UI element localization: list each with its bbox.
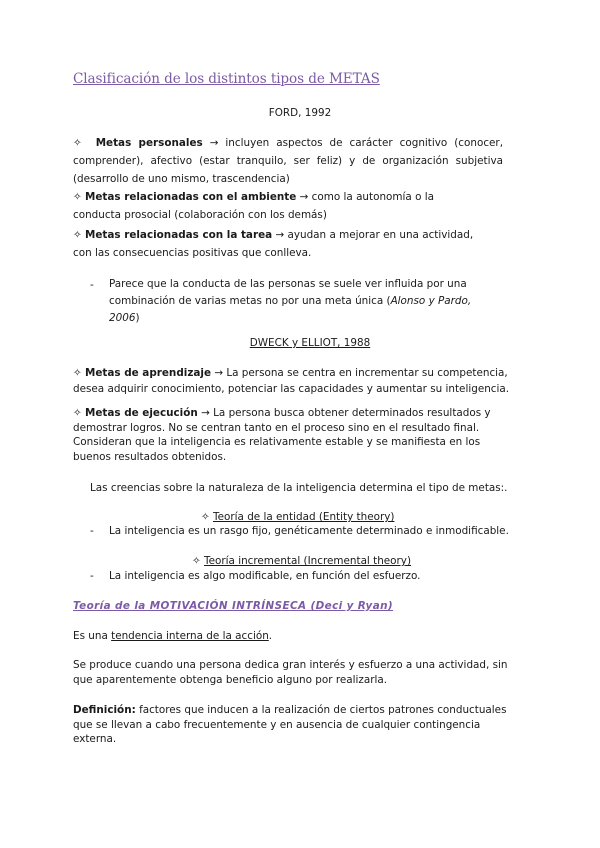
ejecucion-line3: Consideran que la inteligencia es relativamente estable y se manifiesta en los: [73, 436, 481, 448]
entidad-title: Teoría de la entidad (Entity theory): [213, 511, 395, 523]
personales-line1: [73, 134, 503, 152]
dash-bullet: -: [90, 525, 94, 537]
punto-text: .: [268, 630, 273, 642]
arrow-icon: →: [214, 367, 224, 379]
definicion-line1: [73, 703, 506, 718]
produce-paragraph: [73, 658, 508, 688]
diamond-bullet-icon: ✧: [73, 229, 82, 241]
dash-bullet: -: [90, 279, 94, 291]
nota-line2-text: combinación de varias metas no por una meta única (: [109, 295, 391, 307]
nota-paragraph: [109, 276, 489, 326]
es-una-line: [73, 627, 272, 645]
ejecucion-line4: buenos resultados obtenidos.: [73, 450, 227, 463]
nota-line1: Parece que la conducta de las personas se suele ver influida por una: [109, 278, 467, 290]
nota-line3: [109, 311, 489, 326]
ejecucion-label: Metas de ejecución: [85, 407, 198, 419]
block-metas-tarea: [73, 226, 473, 262]
nota-cite2: 2006: [109, 312, 136, 324]
dweck-heading: DWECK y ELLIOT, 1988: [249, 337, 371, 349]
ambiente-label: Metas relacionadas con el ambiente: [85, 191, 297, 203]
aprendizaje-label: Metas de aprendizaje: [85, 367, 211, 379]
personales-label: Metas personales: [95, 137, 203, 149]
ambiente-line1: [73, 188, 434, 206]
diamond-bullet-icon: ✧: [73, 191, 82, 203]
arrow-icon: →: [201, 407, 210, 419]
block-metas-aprendizaje: [73, 364, 509, 398]
incremental-title: Teoría incremental (Incremental theory): [204, 555, 412, 567]
tarea-label: Metas relacionadas con la tarea: [85, 229, 273, 241]
ejecucion-line2: demostrar logros. No se centran tanto en el proceso sino en el resultado final.: [73, 421, 480, 434]
definicion-paragraph: [73, 703, 506, 747]
produce-line2: que aparentemente obtenga beneficio alguno por realizarla.: [73, 674, 388, 686]
definicion-text1: factores que inducen a la realización de ciertos patrones conductuales: [139, 704, 507, 716]
tendencia-text: tendencia interna de la acción: [111, 630, 269, 642]
personales-line3: (desarrollo de uno mismo, trascendencia): [73, 173, 290, 185]
nota-line2: [109, 294, 489, 309]
motivacion-heading: Teoría de la MOTIVACIÓN INTRÍNSECA (Deci y Ryan): [73, 600, 394, 612]
diamond-bullet-icon: ✧: [73, 367, 82, 379]
definicion-label: Definición:: [73, 704, 136, 716]
ford-heading: [0, 104, 600, 122]
creencias-text: Las creencias sobre la naturaleza de la inteligencia determina el tipo de metas:.: [90, 482, 508, 494]
page-title: Clasificación de los distintos tipos de METAS: [73, 71, 380, 87]
tarea-text1: ayudan a mejorar en una actividad,: [287, 229, 474, 241]
definicion-line2: que se llevan a cabo frecuentemente y en ausencia de cualquier contingencia: [73, 718, 481, 731]
block-metas-ambiente: [73, 188, 434, 224]
aprendizaje-line2: desea adquirir conocimiento, potenciar las capacidades y aumentar su inteligencia.: [73, 383, 510, 395]
diamond-bullet-icon: ✧: [73, 407, 82, 419]
ambiente-text1: como la autonomía o la: [311, 191, 434, 203]
definicion-line3: externa.: [73, 733, 117, 745]
tarea-line2: con las consecuencias positivas que conlleva.: [73, 247, 312, 259]
personales-line2: comprender), afectivo (estar tranquilo, ser feliz) y de organización subjetiva: [73, 155, 503, 167]
block-metas-personales: [73, 134, 503, 188]
diamond-bullet-icon: ✧: [201, 511, 210, 523]
produce-line1: Se produce cuando una persona dedica gran interés y esfuerzo a una actividad, sin: [73, 659, 508, 671]
nota-cite1: Alonso y Pardo,: [390, 295, 472, 307]
diamond-bullet-icon: ✧: [73, 137, 82, 149]
nota-close: ): [135, 312, 140, 324]
entidad-text: La inteligencia es un rasgo fijo, genéticamente determinado e inmodificable.: [109, 525, 509, 537]
arrow-icon: →: [209, 137, 219, 149]
es-una-text: Es una: [73, 630, 112, 642]
aprendizaje-text1: La persona se centra en incrementar su competencia,: [226, 367, 508, 379]
incremental-text: La inteligencia es algo modificable, en función del esfuerzo.: [109, 570, 421, 582]
arrow-icon: →: [299, 191, 309, 203]
ejecucion-text1: La persona busca obtener determinados resultados y: [213, 407, 491, 419]
ejecucion-line1: [73, 406, 491, 421]
personales-text1: incluyen aspectos de carácter cognitivo (conocer,: [225, 137, 503, 149]
ambiente-line2: conducta prosocial (colaboración con los demás): [73, 209, 327, 221]
ford-label: FORD, 1992: [268, 107, 332, 119]
diamond-bullet-icon: ✧: [192, 555, 201, 567]
arrow-icon: →: [275, 229, 285, 241]
dash-bullet: -: [90, 570, 94, 582]
block-metas-ejecucion: [73, 406, 491, 464]
tarea-line1: [73, 226, 473, 244]
